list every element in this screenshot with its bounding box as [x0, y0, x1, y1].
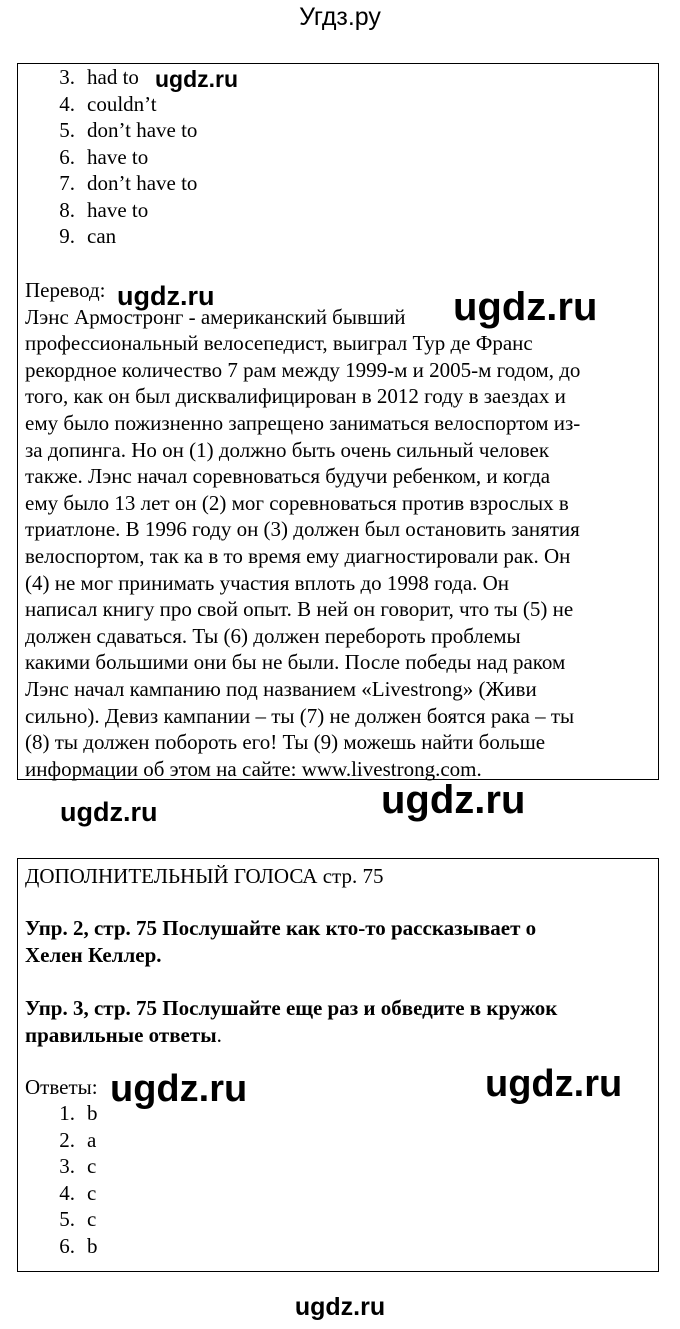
list-item: 5. c — [59, 1207, 97, 1231]
list-item: 4. c — [59, 1180, 97, 1205]
answers-box-1 — [17, 63, 659, 780]
list-item: 7. don’t have to — [59, 171, 198, 195]
translation-text: Перевод: Лэнс Армостронг - американский бывший профессиональный велосепедист, выиграл Тур де Франс рекордное количество 7 рам между 1999-м и 2005-м годом, до того, как он был дисквалифицирован в 2012 году в заездах и ему было пожизненно запрещено заниматься велоспортом из- за допинга. Но он (1) должно быть очень сильный человек также. Лэнс начал соревноваться будучи ребенком, и когда ему было 13 лет он (2) мог соревноваться против взрослых в триатлоне. В 1996 году он (3) должен был остановить занятия велоспортом, так ка в то время ему диагностировали рак. Он (4) не мог принимать участия вплоть до 1998 года. Он написал книгу про свой опыт. В ней он говорит, что ты (5) не должен сдаваться. Ты (6) должен перебороть проблемы какими большими они бы не были. После победы над раком Лэнс начал кампанию под названием «Livestrong» (Живи сильно). Девиз кампании – ты (7) не должен боятся рака – ты (8) ты должен побороть его! Ты (9) можешь найти больше информации об этом на сайте: www.livestrong.com. — [25, 277, 655, 782]
watermark: ugdz.ru — [381, 778, 526, 822]
watermark: ugdz.ru — [117, 281, 215, 311]
watermark: ugdz.ru — [60, 797, 158, 827]
exercise-3-title: Упр. 3, стр. 75 Послушайте еще раз и обведите в кружок правильные ответы. — [25, 996, 558, 1047]
list-item: 3. c — [59, 1154, 97, 1178]
list-item: 5. don’t have to — [59, 118, 198, 142]
watermark: ugdz.ru — [294, 1293, 386, 1321]
list-item: 8. have to — [59, 197, 149, 222]
list-item: 2. a — [59, 1127, 97, 1152]
site-title: Угдз.ру — [299, 3, 381, 31]
section-heading: ДОПОЛНИТЕЛЬНЫЙ ГОЛОСА стр. 75 — [25, 864, 384, 888]
list-item: 4. couldn’t — [59, 91, 157, 116]
list-item: 1. b — [59, 1101, 98, 1125]
watermark: ugdz.ru — [155, 66, 239, 92]
watermark: ugdz.ru — [453, 285, 598, 329]
watermark: ugdz.ru — [110, 1068, 248, 1110]
exercise-2-title: Упр. 2, стр. 75 Послушайте как кто-то рассказывает о Хелен Келлер. — [25, 916, 537, 967]
answers-label: Ответы: — [25, 1075, 98, 1099]
watermark: ugdz.ru — [485, 1063, 623, 1105]
list-item: 3. had to — [59, 65, 139, 89]
list-item: 6. have to — [59, 144, 149, 169]
list-item: 6. b — [59, 1233, 98, 1258]
answer-list-2 — [59, 1100, 98, 1259]
list-item: 9. can — [59, 224, 117, 248]
translation-label: Перевод: — [25, 278, 106, 302]
